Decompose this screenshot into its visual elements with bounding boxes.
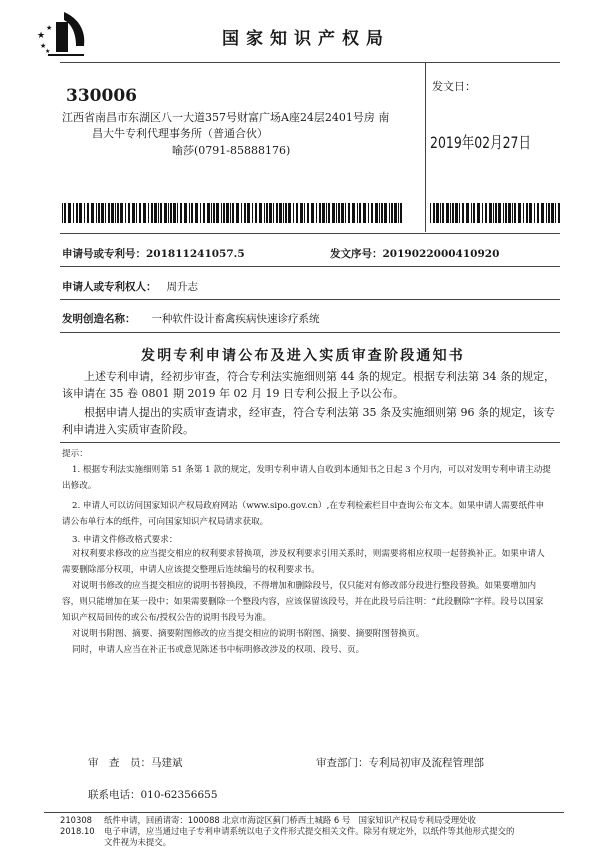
field-divider-top — [60, 233, 560, 234]
tips-divider — [60, 442, 560, 443]
footer-line-3: 文件视为未提交。 — [104, 837, 171, 847]
invention-title-row — [62, 311, 320, 326]
notice-title: 发明专利申请公布及进入实质审查阶段通知书 — [141, 348, 465, 364]
field-divider-bottom — [60, 332, 560, 333]
dispatch-date-label: 发文日： — [432, 80, 476, 93]
tip-marking: 同时，申请人应当在补正书或意见陈述书中标明修改涉及的权项、段号、页。 — [72, 645, 365, 655]
header-divider — [60, 62, 560, 63]
department-label: 审查部门： — [316, 757, 369, 769]
applicant-name: 周升志 — [166, 281, 198, 293]
field-divider-2 — [60, 299, 560, 300]
application-number-row — [62, 246, 245, 261]
postcode: 330006 — [66, 86, 137, 106]
examiner-name: 马建斌 — [151, 757, 183, 769]
footer-code-2: 2018.10 — [60, 826, 95, 836]
invention-title: 一种软件设计畜禽疾病快速诊疗系统 — [151, 313, 320, 325]
notice-paragraph-1: 上述专利申请，经初步审查，符合专利法实施细则第 44 条的规定。根据专利法第 34 条的规定，该申请在 35 卷 0801 期 2019 年 02 月 19 日专利公报上予以公布。 — [62, 370, 555, 400]
footer-line-1: 纸件申请，回函请寄：100088 北京市海淀区蓟门桥西土城路 6 号 国家知识产权局专利局受理处收 — [104, 815, 476, 825]
address-line-2: 昌大牛专利代理事务所（普通合伙） — [92, 127, 268, 140]
department — [316, 755, 484, 770]
applicant-row — [62, 279, 198, 294]
contact-phone — [88, 787, 218, 802]
footer-divider — [44, 812, 564, 813]
contact-phone-label: 联系电话： — [88, 789, 141, 801]
field-divider-1 — [60, 266, 560, 267]
footer-code-1: 210308 — [60, 815, 92, 825]
recipient-address — [62, 110, 422, 142]
invention-title-label: 发明创造名称： — [62, 313, 136, 325]
barcode-left-image — [62, 203, 402, 223]
barcode-right-image — [430, 203, 560, 223]
tip-item-2: 2. 申请人可以访问国家知识产权局政府网站（www.sipo.gov.cn）,在专利检索栏目中查询公布文本。如果申请人需要纸件申请公布单行本的纸件，可向国家知识产权局请求获取。 — [62, 501, 545, 527]
department-name: 专利局初审及流程管理部 — [368, 757, 484, 769]
svg-text:★: ★ — [37, 31, 46, 41]
tip-item-1: 1. 根据专利法实施细则第 51 条第 1 款的规定，发明专利申请人自收到本通知书之日起 3 个月内，可以对发明专利申请主动提出修改。 — [62, 465, 551, 491]
dispatch-sequence: 2019022000410920 — [382, 248, 500, 260]
tip-drawings: 对说明书附图、摘要、摘要附图修改的应当提交相应的说明书附图、摘要、摘要附图替换页。 — [72, 629, 425, 639]
address-line-1: 江西省南昌市东湖区八一大道357号财富广场A座24层2401号房 南 — [62, 111, 390, 124]
tips-heading: 提示： — [62, 449, 88, 459]
svg-text:★: ★ — [46, 24, 53, 32]
cnipa-logo-icon — [34, 8, 94, 58]
examiner — [88, 755, 183, 770]
tip-description: 对说明书修改的应当提交相应的说明书替换段，不得增加和删除段号，仅只能对有修改部分段进行整段替换。如果要增加内容，则只能增加在某一段中；如果需要删除一个整段内容，应该保留该段号，并在此段号后注明：“此段删除”字样。段号以国家知识产权局回传的或公布/授权公告的说明书段号为准。 — [62, 581, 544, 623]
agent-contact: 喻莎(0791-85888176) — [172, 144, 291, 157]
applicant-label: 申请人或专利权人： — [62, 281, 157, 293]
application-number: 201811241057.5 — [146, 248, 245, 260]
office-name: 国家知识产权局 — [222, 29, 390, 49]
tip-claims: 对权利要求修改的应当提交相应的权利要求替换项，涉及权利要求引用关系时，则需要将相应权项一起替换补正。如果申请人需要删除部分权项，申请人应该提交整理后连续编号的权利要求书。 — [62, 549, 545, 575]
contact-phone-number: 010-62356655 — [140, 789, 218, 801]
tip-item-3: 3. 申请文件修改格式要求： — [72, 535, 178, 545]
dispatch-sequence-label: 发文序号： — [330, 248, 383, 260]
notice-paragraph-2: 根据申请人提出的实质审查请求，经审查，符合专利法第 35 条及实施细则第 96 条的规定，该专利申请进入实质审查阶段。 — [62, 406, 555, 436]
footer-line-2: 电子申请，应当通过电子专利申请系统以电子文件形式提交相关文件。除另有规定外，以纸件等其他形式提交的 — [104, 826, 515, 836]
examiner-label: 审 查 员： — [88, 757, 151, 769]
application-number-label: 申请号或专利号： — [62, 248, 146, 260]
dispatch-date: 2019年02月27日 — [430, 133, 531, 152]
address-box-divider — [425, 62, 426, 232]
dispatch-sequence-row — [330, 246, 499, 261]
svg-text:★: ★ — [40, 42, 47, 50]
svg-text:★: ★ — [45, 48, 51, 55]
